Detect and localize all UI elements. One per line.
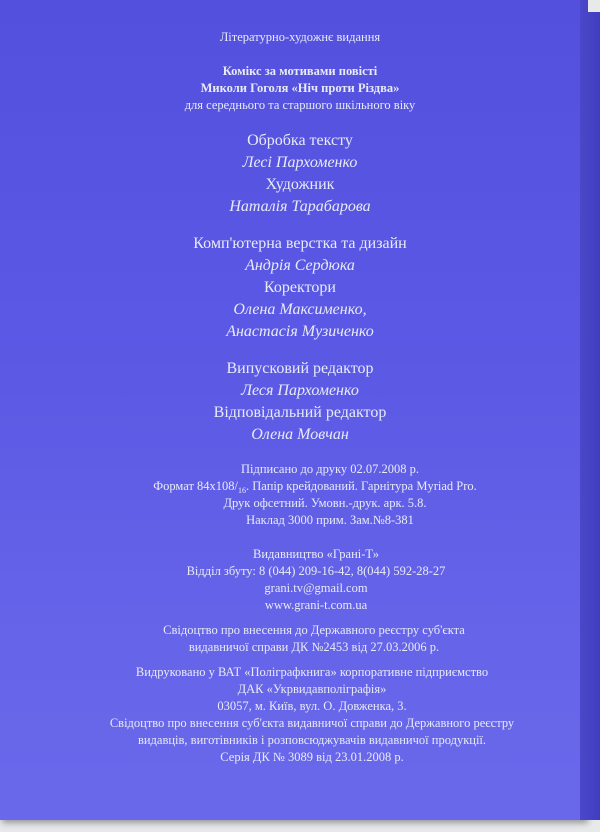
print-format <box>15 480 600 495</box>
credit-role-release-editor: Випусковий редактор <box>226 360 374 377</box>
printer-line2: ДАК «Укрвидавполіграфія» <box>237 682 387 696</box>
print-signed-date: Підписано до друку 02.07.2008 р. <box>240 462 419 476</box>
credit-name-release-editor: Леся Пархоменко <box>241 382 359 399</box>
publisher-website: www.grani-t.com.ua <box>264 598 368 612</box>
printer-line1: Видруковано у ВАТ «Поліграфкнига» корпоративне підприємство <box>135 665 489 679</box>
publisher-email: grani.tv@gmail.com <box>264 581 368 595</box>
credit-name-responsible-editor: Олена Мовчан <box>251 426 349 443</box>
credit-name-layout: Андрія Сердюка <box>245 257 355 274</box>
credit-name-artist: Наталія Тарабарова <box>229 198 371 215</box>
credit-name-proofreader-1: Олена Максименко, <box>233 301 367 318</box>
printer-certificate-line2: видавців, виготівників і розповсюджувачів видавничої продукції. <box>137 733 487 747</box>
credit-role-layout: Комп'ютерна верстка та дизайн <box>193 235 407 252</box>
book-title-line2: Миколи Гоголя «Ніч проти Різдва» <box>200 81 400 95</box>
edition-type: Літературно-художнє видання <box>219 30 381 44</box>
printer-address: 03057, м. Київ, вул. О. Довженка, 3. <box>217 699 407 713</box>
print-type: Друк офсетний. Умовн.-друк. арк. 5.8. <box>223 496 427 510</box>
print-format-prefix: Формат 84x108/ <box>153 479 239 493</box>
print-run: Наклад 3000 прим. Зам.№8-381 <box>246 513 414 527</box>
credit-role-proofreaders: Коректори <box>264 279 336 296</box>
credit-role-text-editing: Обробка тексту <box>247 132 353 149</box>
credit-name-text-editing: Лесі Пархоменко <box>242 154 358 171</box>
publisher-sales: Відділ збуту: 8 (044) 209-16-42, 8(044) 592-28-27 <box>186 564 446 578</box>
book-title-line1: Комікс за мотивами повісті <box>222 64 378 78</box>
credit-name-proofreader-2: Анастасія Музиченко <box>226 323 374 340</box>
certificate-line2: видавничої справи ДК №2453 від 27.03.2006 р. <box>188 640 440 654</box>
print-format-fraction: 16 <box>238 486 247 495</box>
printer-certificate-line1: Свідоцтво про внесення суб'єкта видавничої справи до Державного реєстру <box>109 716 515 730</box>
credit-role-artist: Художник <box>265 176 335 193</box>
publisher-name: Видавництво «Грані-Т» <box>253 547 379 561</box>
credit-role-responsible-editor: Відповідальний редактор <box>213 404 387 421</box>
book-audience: для середнього та старшого шкільного віку <box>184 98 416 112</box>
certificate-line1: Свідоцтво про внесення до Державного реєстру суб'єкта <box>163 623 465 637</box>
printer-certificate-series: Серія ДК № 3089 від 23.01.2008 р. <box>220 750 404 764</box>
print-format-suffix: . Папір крейдований. Гарнітура Myriad Pro. <box>246 479 477 493</box>
